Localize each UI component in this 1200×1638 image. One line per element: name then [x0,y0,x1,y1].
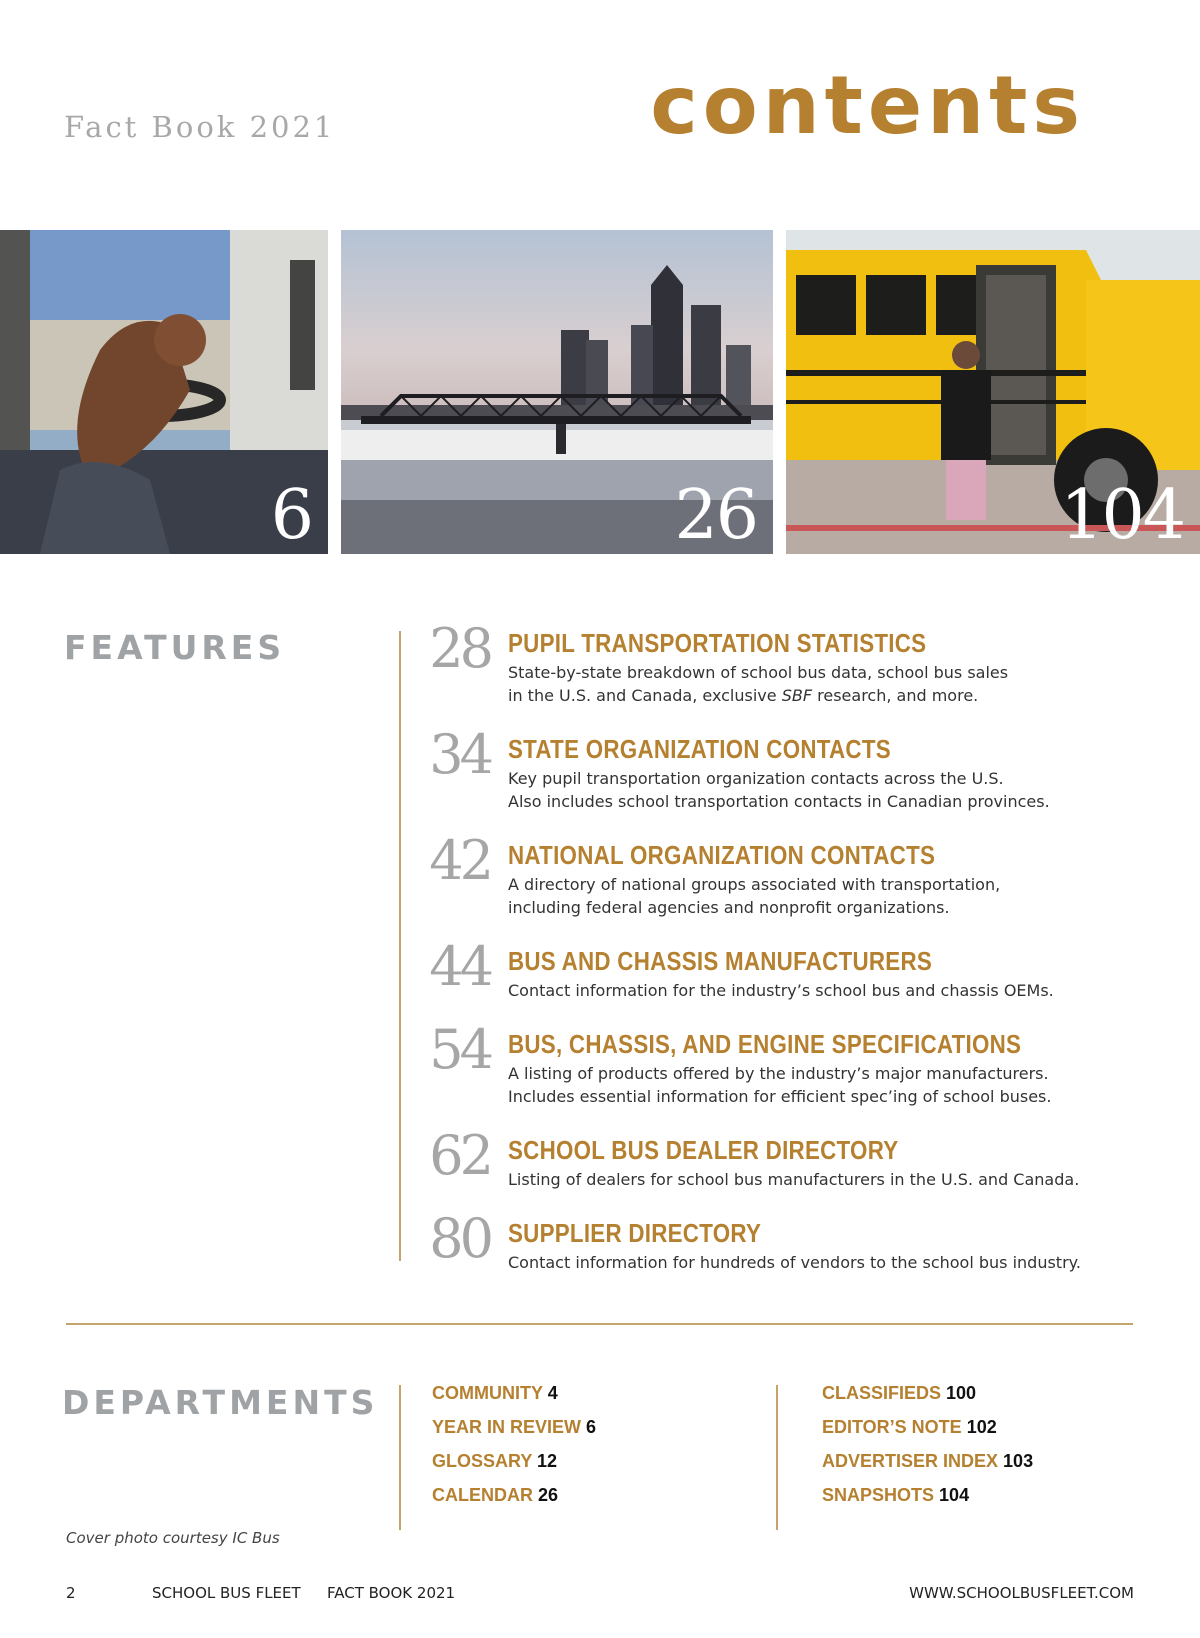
department-page: 4 [547,1383,558,1403]
department-label: GLOSSARY [432,1451,533,1471]
department-item[interactable] [432,1383,558,1404]
page-title: contents [650,59,1085,152]
feature-desc-line: A directory of national groups associated with transportation, [508,875,1001,894]
feature-desc-line: Contact information for hundreds of vendors to the school bus industry. [508,1253,1081,1272]
feature-title[interactable]: SUPPLIER DIRECTORY [508,1218,762,1248]
section-divider [66,1323,1133,1325]
feature-desc-line: including federal agencies and nonprofit organizations. [508,898,950,917]
department-label: COMMUNITY [432,1383,543,1403]
department-page: 102 [966,1417,997,1437]
footer-magazine-name: SCHOOL BUS FLEET [152,1584,301,1602]
feature-desc-line: Includes essential information for efficient spec’ing of school buses. [508,1087,1052,1106]
department-label: CALENDAR [432,1485,533,1505]
features-heading: FEATURES [64,628,286,667]
photo-page-number: 104 [1060,476,1184,554]
feature-desc-line: Contact information for the industry’s school bus and chassis OEMs. [508,981,1054,1000]
department-page: 12 [537,1451,558,1471]
photo-dog-driver [0,230,328,554]
feature-desc-line: Key pupil transportation organization contacts across the U.S. [508,769,1004,788]
feature-page-number: 28 [429,617,490,680]
department-label: YEAR IN REVIEW [432,1417,582,1437]
feature-page-number: 42 [429,829,490,892]
feature-description [508,1251,1081,1274]
feature-description [508,767,1050,813]
feature-desc-line: in the U.S. and Canada, exclusive [508,686,782,705]
feature-desc-line: Listing of dealers for school bus manufacturers in the U.S. and Canada. [508,1170,1080,1189]
footer-website-link[interactable]: WWW.SCHOOLBUSFLEET.COM [909,1584,1134,1602]
footer-issue: FACT BOOK 2021 [327,1584,456,1602]
feature-title[interactable]: BUS, CHASSIS, AND ENGINE SPECIFICATIONS [508,1029,1022,1059]
features-divider [399,631,401,1261]
department-page: 6 [586,1417,597,1437]
photo-city-bridge [341,230,773,554]
feature-title[interactable]: BUS AND CHASSIS MANUFACTURERS [508,946,933,976]
departments-heading: DEPARTMENTS [62,1383,379,1422]
department-page: 100 [946,1383,977,1403]
feature-description [508,661,1008,707]
feature-desc-line: State-by-state breakdown of school bus data, school bus sales [508,663,1009,682]
feature-description [508,1168,1079,1191]
department-item[interactable] [432,1417,596,1438]
feature-title[interactable]: PUPIL TRANSPORTATION STATISTICS [508,628,927,658]
feature-title[interactable]: NATIONAL ORGANIZATION CONTACTS [508,840,936,870]
feature-page-number: 62 [429,1124,490,1187]
department-page: 103 [1003,1451,1034,1471]
departments-divider-1 [399,1385,401,1530]
feature-page-number: 80 [429,1207,490,1270]
feature-title[interactable]: SCHOOL BUS DEALER DIRECTORY [508,1135,899,1165]
fact-book-label: Fact Book 2021 [64,110,336,144]
department-item[interactable] [822,1383,976,1404]
feature-page-number: 34 [429,723,490,786]
sbf-emphasis: SBF [781,686,813,705]
department-label: ADVERTISER INDEX [822,1451,999,1471]
department-label: SNAPSHOTS [822,1485,935,1505]
feature-description [508,873,1000,919]
department-page: 104 [939,1485,970,1505]
department-item[interactable] [822,1485,969,1506]
department-item[interactable] [822,1451,1033,1472]
department-page: 26 [538,1485,559,1505]
feature-page-number: 54 [429,1018,490,1081]
feature-page-number: 44 [429,935,490,998]
feature-description [508,979,1054,1002]
department-item[interactable] [822,1417,997,1438]
feature-desc-line: Also includes school transportation contacts in Canadian provinces. [508,792,1050,811]
department-label: EDITOR’S NOTE [822,1417,962,1437]
feature-desc-line: research, and more. [812,686,979,705]
feature-description [508,1062,1051,1108]
photo-school-bus [786,230,1200,554]
department-label: CLASSIFIEDS [822,1383,942,1403]
feature-title[interactable]: STATE ORGANIZATION CONTACTS [508,734,891,764]
departments-divider-2 [776,1385,778,1530]
photo-page-number: 26 [674,476,757,554]
photo-page-number: 6 [270,476,312,554]
cover-photo-credit: Cover photo courtesy IC Bus [66,1529,280,1547]
department-item[interactable] [432,1485,558,1506]
department-item[interactable] [432,1451,557,1472]
footer-page-number: 2 [66,1584,76,1602]
feature-desc-line: A listing of products offered by the industry’s major manufacturers. [508,1064,1049,1083]
